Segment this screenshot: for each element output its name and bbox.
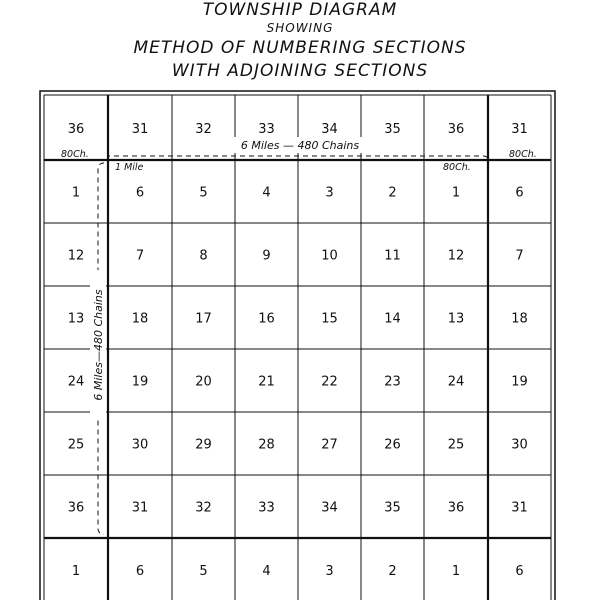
section-number: 11	[384, 248, 401, 264]
section-number: 16	[258, 311, 275, 327]
section-number: 2	[388, 564, 397, 579]
section-number: 1	[71, 564, 81, 579]
section-number: 36	[447, 500, 465, 516]
section-number: 33	[258, 122, 275, 137]
top-dimension-label: 6 Miles — 480 Chains	[240, 139, 360, 152]
section-number: 31	[131, 500, 149, 516]
section-number: 17	[195, 311, 212, 327]
section-number: 5	[199, 185, 208, 201]
section-number: 19	[131, 374, 149, 390]
section-number: 13	[67, 311, 85, 327]
side-dimension-label: 6 Miles—480 Chains	[92, 289, 105, 401]
section-number: 18	[511, 311, 528, 327]
section-number: 31	[131, 122, 149, 137]
diagram-heading-2: WITH ADJOINING SECTIONS	[171, 61, 429, 81]
section-number: 4	[262, 564, 271, 579]
diagram-heading: METHOD OF NUMBERING SECTIONS	[133, 38, 467, 58]
section-number: 35	[384, 122, 401, 137]
section-number: 3	[325, 185, 334, 201]
section-number: 33	[258, 500, 275, 516]
section-number: 12	[67, 248, 85, 264]
diagram-title: TOWNSHIP DIAGRAM	[202, 0, 398, 20]
section-number: 14	[384, 311, 401, 327]
diagram-subtitle: SHOWING	[266, 21, 334, 35]
section-number: 26	[384, 437, 401, 453]
section-number: 4	[262, 185, 271, 201]
section-number: 24	[447, 374, 465, 390]
section-number: 10	[321, 248, 338, 264]
section-number: 5	[199, 564, 208, 579]
chains-label-inner: 80Ch.	[443, 162, 471, 173]
section-number: 8	[199, 248, 208, 264]
section-number: 36	[67, 122, 85, 137]
section-number: 15	[321, 311, 338, 327]
section-number: 30	[511, 437, 528, 453]
section-number: 7	[135, 248, 145, 264]
section-number: 9	[262, 248, 271, 264]
section-number: 23	[384, 374, 401, 390]
chains-label-right: 80Ch.	[509, 149, 537, 160]
section-number: 32	[195, 122, 212, 137]
section-number: 27	[321, 437, 338, 453]
section-number: 25	[447, 437, 465, 453]
section-number: 22	[321, 374, 338, 390]
section-number: 20	[195, 374, 212, 390]
section-number: 30	[131, 437, 149, 453]
chains-label-left: 80Ch.	[61, 149, 89, 160]
section-number: 29	[195, 437, 212, 453]
section-number: 3	[325, 564, 334, 579]
section-number: 31	[511, 500, 528, 516]
one-mile-label: 1 Mile	[115, 162, 144, 173]
section-number: 1	[451, 185, 461, 201]
section-number: 35	[384, 500, 401, 516]
section-number: 18	[131, 311, 149, 327]
section-number: 36	[447, 122, 465, 137]
annotations	[61, 137, 537, 534]
section-number: 32	[195, 500, 212, 516]
section-number: 6	[135, 564, 145, 579]
section-number: 6	[135, 185, 145, 201]
section-number: 31	[511, 122, 528, 137]
section-number: 12	[447, 248, 465, 264]
section-number: 2	[388, 185, 397, 201]
section-number: 13	[447, 311, 465, 327]
section-number: 24	[67, 374, 85, 390]
section-number: 1	[451, 564, 461, 579]
section-number: 25	[67, 437, 85, 453]
section-number: 34	[321, 500, 338, 516]
section-number: 36	[67, 500, 85, 516]
section-number: 6	[515, 185, 524, 201]
section-number: 6	[515, 564, 524, 579]
section-number: 21	[258, 374, 275, 390]
section-number: 34	[321, 122, 338, 137]
section-number: 7	[515, 248, 524, 264]
section-number: 19	[511, 374, 528, 390]
section-number: 1	[71, 185, 81, 201]
section-number: 28	[258, 437, 275, 453]
